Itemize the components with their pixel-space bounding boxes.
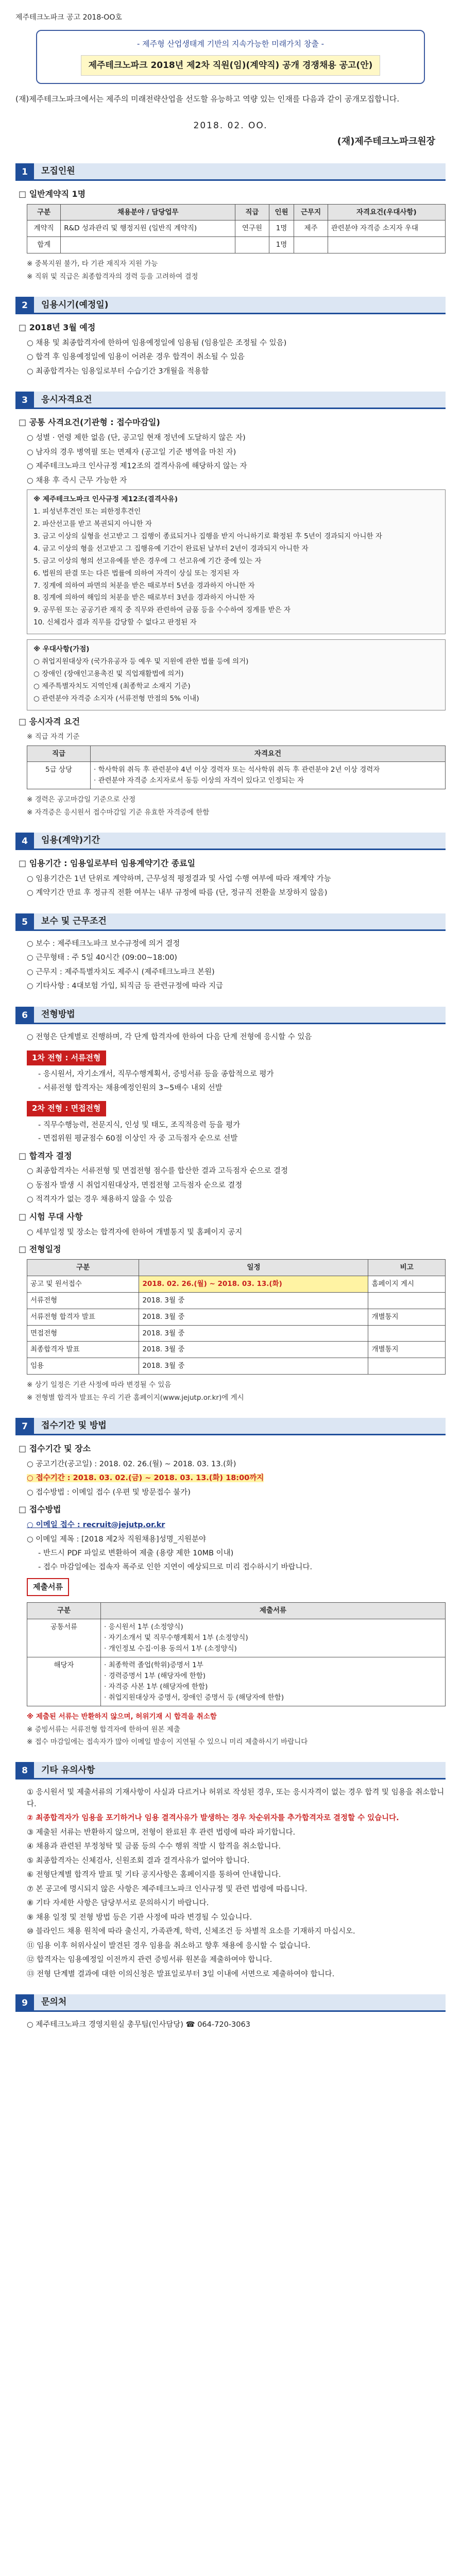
table-row xyxy=(27,1292,446,1309)
th: 구분 xyxy=(27,1259,139,1276)
note: ※ 직급 자격 기준 xyxy=(27,732,80,741)
box-line: 1. 피성년후견인 또는 피한정후견인 xyxy=(33,507,141,516)
cell: 1명 xyxy=(269,237,294,253)
section-title: 전형방법 xyxy=(34,1007,446,1024)
cell: 서류전형 합격자 발표 xyxy=(27,1309,139,1325)
recruit-table-wrap xyxy=(27,204,446,254)
subsection-title: □ 일반계약직 1명 xyxy=(19,188,446,201)
list-item: - 면접위원 평균점수 60점 이상인 자 중 고득점자 순으로 선발 xyxy=(38,1134,238,1143)
stage-badge: 1차 전형 : 서류전형 xyxy=(27,1050,106,1065)
section-header xyxy=(15,297,446,314)
list-item: - 반드시 PDF 파일로 변환하여 제출 (용량 제한 10MB 이내) xyxy=(38,1549,234,1558)
subsection-title: □ 공통 사격요건(기관형 : 접수마감일) xyxy=(19,416,446,429)
list-item: ○ 최종합격자는 서류전형 및 면접전형 점수를 합산한 결과 고득점자 순으로 결정 xyxy=(27,1167,288,1176)
note: ※ 접수 마감일에는 접속자가 많아 이메일 발송이 지연될 수 있으니 미리 제출하시기 바랍니다 xyxy=(27,1738,308,1747)
disqualification-box xyxy=(27,489,446,634)
list-item: ③ 제출된 서류는 반환하지 않으며, 전형이 완료된 후 관련 법령에 따라 파기합니다. xyxy=(27,1828,296,1837)
list-item: ○ 동점자 발생 시 취업지원대상자, 면접전형 고득점자 순으로 결정 xyxy=(27,1181,243,1190)
table-row xyxy=(27,1309,446,1325)
cell: 5급 상당 xyxy=(27,762,91,789)
box-line: ○ 관련분야 자격증 소지자 (서류전형 만점의 5% 이내) xyxy=(33,694,199,703)
intro-text: (재)제주테크노파크에서는 제주의 미래전략산업을 선도할 유능하고 역량 있는 인재를 다음과 같이 공개모집합니다. xyxy=(15,94,400,104)
cell: 공통서류 xyxy=(27,1619,101,1657)
cell xyxy=(328,237,445,253)
cell: 2018. 3월 중 xyxy=(139,1309,368,1325)
th: 구분 xyxy=(27,204,61,221)
cell: 1명 xyxy=(269,221,294,237)
note: ※ 상기 일정은 기관 사정에 따라 변경될 수 있음 xyxy=(27,1381,172,1389)
section-recruit-count xyxy=(15,163,446,282)
list-item: ⑪ 임용 이후 허위사실이 발견된 경우 임용을 취소하고 향후 채용에 응시할 수 없습니다. xyxy=(27,1941,311,1950)
list-item: ○ 성별 · 연령 제한 없음 (단, 공고일 현재 정년에 도달하지 않은 자) xyxy=(27,434,246,443)
list-item: ○ 적격자가 없는 경우 채용하지 않을 수 있음 xyxy=(27,1195,173,1204)
section-number: 1 xyxy=(15,163,34,181)
cell: 관련분야 자격증 소지자 우대 xyxy=(328,221,445,237)
table-row xyxy=(27,1325,446,1342)
documents-tag: 제출서류 xyxy=(27,1578,69,1596)
list-item: - 직무수행능력, 전문지식, 인성 및 태도, 조직적응력 등을 평가 xyxy=(38,1121,241,1129)
section-header xyxy=(15,1762,446,1780)
th: 근무지 xyxy=(294,204,328,221)
list-item xyxy=(27,1472,446,1484)
cell: 해당자 xyxy=(27,1657,101,1706)
list-item: ○ 합격 후 임용예정일에 임용이 어려운 경우 합격이 취소될 수 있음 xyxy=(27,353,245,362)
cell: 2018. 3월 중 xyxy=(139,1342,368,1358)
list-item: - 응시원서, 자기소개서, 직무수행계획서, 증빙서류 등을 종합적으로 평가 xyxy=(38,1070,274,1079)
notice-date: 2018. 02. OO. xyxy=(193,120,268,131)
cell: 홈페이지 게시 xyxy=(368,1276,446,1292)
section-number: 2 xyxy=(15,297,34,314)
th: 비고 xyxy=(368,1259,446,1276)
cell: 2018. 3월 중 xyxy=(139,1325,368,1342)
subsection-title: □ 응시자격 요건 xyxy=(19,716,446,728)
table-row xyxy=(27,1342,446,1358)
note: ※ 제출된 서류는 반환하지 않으며, 허위기재 시 합격을 취소함 xyxy=(27,1712,217,1721)
table-header-row xyxy=(27,204,446,221)
cell: · 응시원서 1부 (소정양식) · 자기소개서 및 직무수행계획서 1부 (소정양식) · 개인정보 수집·이용 동의서 1부 (소정양식) xyxy=(101,1619,446,1657)
table-header-row xyxy=(27,745,446,762)
th: 자격요건(우대사항) xyxy=(328,204,445,221)
highlight-text: ② 최종합격자가 임용을 포기하거나 임용 결격사유가 발생하는 경우 차순위자를 추가합격자로 결정할 수 있습니다. xyxy=(27,1814,399,1823)
section-header xyxy=(15,1994,446,2012)
section-number: 7 xyxy=(15,1418,34,1435)
cell xyxy=(368,1292,446,1309)
cell xyxy=(61,237,235,253)
list-item: ④ 채용과 관련된 부정청탁 및 금품 등의 수수 행위 적발 시 합격을 취소합니다. xyxy=(27,1842,281,1851)
list-item: ○ 기타사항 : 4대보험 가입, 퇴직금 등 관련규정에 따라 지급 xyxy=(27,982,224,991)
list-item: ○ 보수 : 제주테크노파크 보수규정에 의거 결정 xyxy=(27,939,180,948)
cell xyxy=(368,1325,446,1342)
section-header xyxy=(15,913,446,931)
section-number: 8 xyxy=(15,1762,34,1780)
box-line: 9. 공무원 또는 공공기관 재직 중 직무와 관련하여 금품 등을 수수하여 징계를 받은 자 xyxy=(33,606,291,615)
section-title: 접수기간 및 방법 xyxy=(34,1418,446,1435)
section-title: 임용(계약)기간 xyxy=(34,833,446,850)
cell: 제주 xyxy=(294,221,328,237)
cell: · 최종학력 졸업(학위)증명서 1부 · 경력증명서 1부 (해당자에 한함) · 자격증 사본 1부 (해당자에 한함) · 취업지원대상자 증명서, 장애인 증명서 등 (해당자에 한함) xyxy=(101,1657,446,1706)
list-item: ○ 공고기간(공고일) : 2018. 02. 26.(월) ~ 2018. 03. 13.(화) xyxy=(27,1460,236,1468)
box-line: 10. 신체검사 결과 직무를 감당할 수 없다고 판정된 자 xyxy=(33,618,197,627)
schedule-table-wrap xyxy=(27,1259,446,1375)
cell: 서류전형 xyxy=(27,1292,139,1309)
note: ※ 증빙서류는 서류전형 합격자에 한하여 원본 제출 xyxy=(27,1725,180,1734)
note: ※ 직위 및 직급은 최종합격자의 경력 등을 고려하여 결정 xyxy=(27,273,198,281)
section-header xyxy=(15,392,446,409)
th: 자격요건 xyxy=(91,745,446,762)
section-number: 9 xyxy=(15,1994,34,2012)
note: ※ 자격증은 응시원서 접수마감일 기준 유효한 자격증에 한함 xyxy=(27,808,210,817)
list-item: ○ 계약기간 만료 후 정규직 전환 여부는 내부 규정에 따름 (단, 정규직 전환을 보장하지 않음) xyxy=(27,889,328,897)
section-notes xyxy=(15,1762,446,1980)
stage-badge: 2차 전형 : 면접전형 xyxy=(27,1101,106,1116)
th: 구분 xyxy=(27,1603,101,1619)
section-contract-period xyxy=(15,833,446,899)
section-number: 6 xyxy=(15,1007,34,1024)
subsection-title: □ 접수기간 및 장소 xyxy=(19,1443,446,1455)
table-row xyxy=(27,762,446,789)
list-item: ○ 접수방법 : 이메일 접수 (우편 및 방문접수 불가) xyxy=(27,1488,191,1497)
section-title: 보수 및 근무조건 xyxy=(34,913,446,931)
list-item: ⑩ 블라인드 채용 원칙에 따라 출신지, 가족관계, 학력, 신체조건 등 차별적 요소를 기재하지 마십시오. xyxy=(27,1927,355,1936)
section-header xyxy=(15,1418,446,1435)
email-link[interactable]: ○ 이메일 접수 : recruit@jejutp.or.kr xyxy=(27,1521,165,1530)
cell: 2018. 3월 중 xyxy=(139,1292,368,1309)
signer: (재)제주테크노파크원장 xyxy=(337,135,435,147)
cell: 2018. 3월 중 xyxy=(139,1358,368,1375)
deadline-text: ○ 접수기간 : 2018. 03. 02.(금) ~ 2018. 03. 13.(화) 18:00까지 xyxy=(27,1474,264,1483)
cell xyxy=(294,237,328,253)
banner-subtitle: - 제주형 산업생태계 기반의 지속가능한 미래가치 창출 - xyxy=(137,39,324,48)
list-item: ○ 남자의 경우 병역필 또는 면제자 (공고일 기준 병역을 마친 자) xyxy=(27,448,236,456)
box-line: 6. 법원의 판결 또는 다른 법률에 의하여 자격이 상실 또는 정지된 자 xyxy=(33,569,240,578)
list-item: ⑫ 합격자는 임용예정일 이전까지 관련 증빙서류 원본을 제출하여야 합니다. xyxy=(27,1956,272,1964)
list-item: - 서류전형 합격자는 채용예정인원의 3~5배수 내외 선발 xyxy=(38,1083,223,1092)
box-title: ※ 우대사항(가점) xyxy=(33,645,90,654)
cell: 공고 및 원서접수 xyxy=(27,1276,139,1292)
list-item: ○ 임용기간은 1년 단위로 계약하며, 근무성적 평정결과 및 사업 수행 여부에 따라 재계약 가능 xyxy=(27,874,331,883)
list-item: ⑨ 채용 일정 및 전형 방법 등은 기관 사정에 따라 변경될 수 있습니다. xyxy=(27,1913,252,1922)
documents-table xyxy=(27,1602,446,1706)
list-item: ○ 이메일 제목 : [2018 제2차 직원채용]성명_지원분야 xyxy=(27,1535,207,1544)
recruit-table xyxy=(27,204,446,254)
criteria-table xyxy=(27,745,446,790)
section-title: 임용시기(예정일) xyxy=(34,297,446,314)
subsection-title: □ 임용기간 : 임용일로부터 임용계약기간 종료일 xyxy=(19,857,446,870)
table-header-row xyxy=(27,1603,446,1619)
note: ※ 경력은 공고마감일 기준으로 산정 xyxy=(27,795,136,804)
th: 인원 xyxy=(269,204,294,221)
list-item: ○ 세부일정 및 장소는 합격자에 한하여 개별통지 및 홈페이지 공지 xyxy=(27,1228,243,1236)
section-title: 응시자격요건 xyxy=(34,392,446,409)
subsection-title: □ 접수방법 xyxy=(19,1503,446,1516)
cell: 2018. 02. 26.(월) ~ 2018. 03. 13.(화) xyxy=(139,1276,368,1292)
table-row xyxy=(27,1358,446,1375)
cell: R&D 성과관리 및 행정지원 (일반직 계약직) xyxy=(61,221,235,237)
list-item: ○ 최종합격자는 임용일로부터 수습기간 3개월을 적용함 xyxy=(27,367,209,376)
list-item: ⑦ 본 공고에 명시되지 않은 사항은 제주테크노파크 인사규정 및 관련 법령에 따릅니다. xyxy=(27,1885,308,1893)
list-item: ⑤ 최종합격자는 신체검사, 신원조회 결과 결격사유가 없어야 합니다. xyxy=(27,1856,250,1865)
section-start-date xyxy=(15,297,446,377)
cell: · 학사학위 취득 후 관련분야 4년 이상 경력자 또는 석사학위 취득 후 관련분야 2년 이상 경력자 · 관련분야 자격증 소지자로서 동등 이상의 자격이 있다고 인정되는 자 xyxy=(91,762,446,789)
list-item: ⑧ 기타 자세한 사항은 담당부서로 문의하시기 바랍니다. xyxy=(27,1899,209,1908)
schedule-table xyxy=(27,1259,446,1375)
cell xyxy=(368,1358,446,1375)
th: 직급 xyxy=(27,745,91,762)
criteria-table-wrap xyxy=(27,745,446,790)
banner-title: 제주테크노파크 2018년 제2차 직원(임)(계약직) 공개 경쟁채용 공고(안) xyxy=(81,55,381,76)
list-item: ○ 채용 및 최종합격자에 한하여 임용예정일에 임용됨 (임용일은 조정될 수 있음) xyxy=(27,338,287,347)
note: ※ 전형별 합격자 발표는 우리 기관 홈페이지(www.jejutp.or.kr)에 게시 xyxy=(27,1394,244,1402)
subsection-title: □ 합격자 결정 xyxy=(19,1150,446,1163)
subsection-title: □ 시험 무대 사항 xyxy=(19,1211,446,1224)
section-header xyxy=(15,833,446,850)
list-item: ○ 근무지 : 제주특별자치도 제주시 (제주테크노파크 본원) xyxy=(27,968,215,976)
th: 직급 xyxy=(235,204,269,221)
notice-number: 제주테크노파크 공고 2018-OO호 xyxy=(15,13,122,22)
section-header xyxy=(15,163,446,181)
section-salary xyxy=(15,913,446,992)
section-number: 3 xyxy=(15,392,34,409)
table-row xyxy=(27,237,446,253)
table-row xyxy=(27,221,446,237)
section-title: 문의처 xyxy=(34,1994,446,2012)
cell: 최종합격자 발표 xyxy=(27,1342,139,1358)
box-line: ○ 제주특별자치도 지역인재 (최종학교 소재지 기준) xyxy=(33,682,191,690)
cell: 개별통지 xyxy=(368,1309,446,1325)
title-banner xyxy=(36,30,425,84)
section-eligibility xyxy=(15,392,446,818)
section-number: 5 xyxy=(15,913,34,931)
section-contact xyxy=(15,1994,446,2030)
table-row xyxy=(27,1276,446,1292)
cell: 연구원 xyxy=(235,221,269,237)
preference-box xyxy=(27,639,446,710)
box-line: 7. 징계에 의하여 파면의 처분을 받은 때로부터 5년을 경과하지 아니한 자 xyxy=(33,581,255,590)
list-item xyxy=(27,1812,446,1824)
list-item xyxy=(27,1519,446,1531)
box-line: 8. 징계에 의하여 해임의 처분을 받은 때로부터 3년을 경과하지 아니한 자 xyxy=(33,594,255,602)
box-line: ○ 장애인 (장애인고용촉진 및 직업재활법에 의거) xyxy=(33,670,184,679)
subsection-title: □ 2018년 3월 예정 xyxy=(19,321,446,334)
th: 제출서류 xyxy=(101,1603,446,1619)
section-number: 4 xyxy=(15,833,34,850)
cell: 면접전형 xyxy=(27,1325,139,1342)
list-item: - 접수 마감일에는 접속자 폭주로 인한 지연이 예상되므로 미리 접수하시기 바랍니다. xyxy=(38,1563,313,1571)
cell xyxy=(235,237,269,253)
table-row xyxy=(27,1657,446,1706)
box-line: ○ 취업지원대상자 (국가유공자 등 예우 및 지원에 관한 법률 등에 의거) xyxy=(33,657,249,666)
cell: 합계 xyxy=(27,237,61,253)
section-title: 모집인원 xyxy=(34,163,446,181)
contact-line: ○ 제주테크노파크 경영지원실 총무팀(인사담당) ☎ 064-720-3063 xyxy=(27,2020,250,2029)
list-item: ⑥ 전형단계별 합격자 발표 및 기타 공지사항은 홈페이지를 통하여 안내합니다. xyxy=(27,1871,281,1879)
box-line: 4. 금고 이상의 형을 선고받고 그 집행유예 기간이 완료된 날부터 2년이 경과되지 아니한 자 xyxy=(33,544,309,553)
cell: 계약직 xyxy=(27,221,61,237)
section-title: 기타 유의사항 xyxy=(34,1762,446,1780)
section-application xyxy=(15,1418,446,1748)
table-header-row xyxy=(27,1259,446,1276)
documents-table-wrap xyxy=(27,1602,446,1706)
note: ※ 중복지원 불가, 타 기관 재직자 지원 가능 xyxy=(27,260,158,268)
th: 채용분야 / 담당업무 xyxy=(61,204,235,221)
cell: 개별통지 xyxy=(368,1342,446,1358)
th: 일정 xyxy=(139,1259,368,1276)
box-line: 2. 파산선고를 받고 복권되지 아니한 자 xyxy=(33,519,152,528)
section-header xyxy=(15,1007,446,1024)
list-item: ○ 채용 후 즉시 근무 가능한 자 xyxy=(27,476,127,485)
box-line: 5. 금고 이상의 형의 선고유예를 받은 경우에 그 선고유예 기간 중에 있는 자 xyxy=(33,556,262,565)
subsection-title: □ 전형일정 xyxy=(19,1243,446,1256)
list-item: ○ 근무형태 : 주 5일 40시간 (09:00~18:00) xyxy=(27,954,177,962)
list-item: ○ 전형은 단계별로 진행하며, 각 단계 합격자에 한하여 다음 단계 전형에 응시할 수 있음 xyxy=(27,1032,312,1041)
table-row xyxy=(27,1619,446,1657)
box-title: ※ 제주테크노파크 인사규정 제12조(결격사유) xyxy=(33,495,178,504)
box-line: 3. 금고 이상의 실형을 선고받고 그 집행이 종료되거나 집행을 받지 아니하기로 확정된 후 5년이 경과되지 아니한 자 xyxy=(33,532,382,540)
cell: 임용 xyxy=(27,1358,139,1375)
section-selection xyxy=(15,1007,446,1403)
list-item: ① 응시원서 및 제출서류의 기재사항이 사실과 다르거나 허위로 작성된 경우, 또는 응시자격이 없는 경우 합격 및 임용을 취소합니다. xyxy=(27,1788,445,1808)
list-item: ⑬ 전형 단계별 결과에 대한 이의신청은 발표일로부터 3일 이내에 서면으로 제출하여야 합니다. xyxy=(27,1970,335,1978)
list-item: ○ 제주테크노파크 인사규정 제12조의 결격사유에 해당하지 않는 자 xyxy=(27,462,247,471)
